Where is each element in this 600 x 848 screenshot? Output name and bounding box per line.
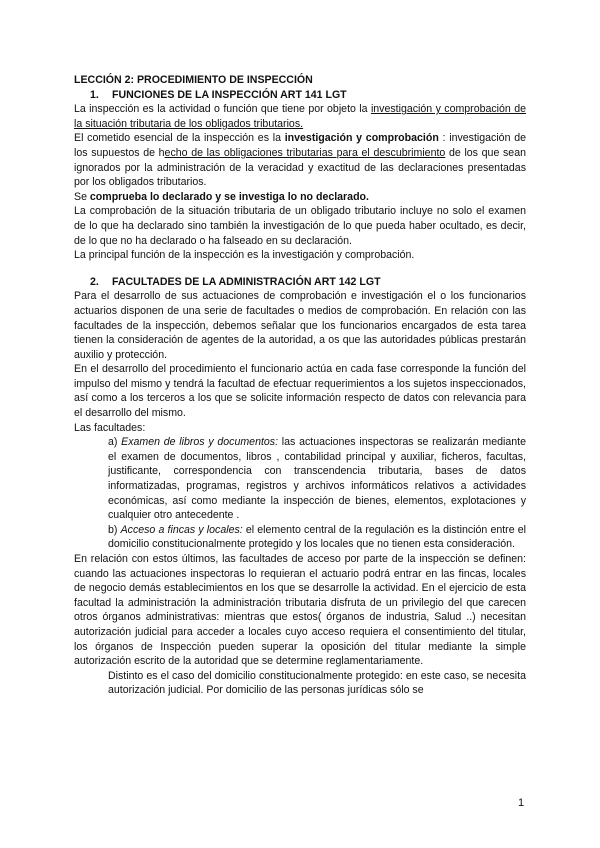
paragraph: En el desarrollo del procedimiento el funcionario actúa en cada fase corresponde la función del impulso del mismo y tendrá la facultad de efectuar requerimientos a los sujetos inspeccionados, así como a los terceros a los que se solicite información respecto de datos con relevancia para el desarrollo del mismo. — [74, 363, 526, 420]
list-marker: a) — [108, 436, 122, 449]
text-run: de los que sean ignorados por la administración de la veracidad y exactitud de las declaraciones presentadas por los obligados tributarios. — [74, 146, 526, 189]
section-2-number: 2. — [90, 275, 99, 288]
list-item-b — [108, 523, 526, 552]
text-run: : investigación de los supuestos de h — [74, 132, 526, 159]
italic-text: Acceso a fincas y locales: — [120, 523, 243, 536]
section-2-heading — [90, 275, 526, 290]
text-run: las actuaciones inspectoras se realizarán mediante el examen de documentos, libros , contabilidad principal y auxiliar, ficheros, facultas, justificante, correspondencia con transcendencia tributaria, bases de datos informatizadas, programas, registros y archivos informáticos relativos a actividades económicas, así como mediante la inspección de bienes, elementos, explotaciones y cualquier otro antecedente . — [108, 436, 527, 522]
page-content — [74, 73, 526, 698]
list-marker: b) — [108, 523, 121, 536]
text-run: La inspección es la actividad o función que tiene por objeto la — [74, 103, 371, 116]
paragraph: Distinto es el caso del domicilio constitucionalmente protegido: en este caso, se necesita autorización judicial. Por domicilio de las personas jurídicas sólo se — [108, 669, 526, 697]
text-run: el elemento central de la regulación es la distinción entre el domicilio constitucionalmente protegido y los locales que no tienen esta consideración. — [108, 523, 526, 551]
bold-text: investigación y comprobación — [284, 132, 439, 145]
paragraph — [74, 131, 526, 189]
paragraph — [74, 102, 526, 131]
lesson-title: LECCIÓN 2: PROCEDIMIENTO DE INSPECCIÓN — [74, 74, 313, 86]
paragraph: Las facultades: — [74, 421, 146, 434]
text-run: El cometido esencial de la inspección es la — [74, 132, 285, 145]
section-2-title: FACULTADES DE LA ADMINISTRACIÓN ART 142 LGT — [112, 275, 381, 288]
underlined-text: investigación y comprobación de la situación tributaria de los obligados tributarios. — [74, 103, 526, 130]
page-number: 1 — [518, 797, 525, 809]
italic-text: Examen de libros y documentos: — [121, 436, 279, 449]
underlined-text: echo de las obligaciones tributarias para el descubrimiento — [164, 146, 446, 159]
bold-text: comprueba lo declarado y se investiga lo no declarado. — [89, 190, 369, 203]
paragraph: En relación con estos últimos, las facultades de acceso por parte de la inspección se definen: cuando las actuaciones inspectoras lo requieran el actuario podrá entrar en las fincas, locales de negocio demás establecimientos en los que se desarrolle la actividad. En el ejercicio de esta facultad la administración la administración tributaria disfruta de un privilegio del que carecen otros órganos administrativas: mientras que estos( órganos de industria, Salud ..) necesitan autorización judicial para acceder a locales cuyo acceso requiera el consentimiento del titular, los órganos de Inspección pueden superar la oposición del titular mediante la simple autorización escrito de la autoridad que se determine reglamentariamente. — [74, 553, 526, 668]
paragraph: La comprobación de la situación tributaria de un obligado tributario incluye no solo el examen de lo que ha declarado sino también la investigación de lo que pueda haber ocultado, es decir, de lo que no ha declarado o ha falseado en su declaración. — [74, 205, 526, 247]
section-1-heading — [90, 88, 526, 103]
section-1-title: FUNCIONES DE LA INSPECCIÓN ART 141 LGT — [112, 88, 347, 101]
paragraph — [74, 190, 526, 205]
paragraph: La principal función de la inspección es la investigación y comprobación. — [74, 249, 415, 262]
list-item-a — [108, 435, 526, 523]
section-1-number: 1. — [90, 88, 99, 101]
text-run: Se — [74, 190, 90, 203]
paragraph: Para el desarrollo de sus actuaciones de comprobación e investigación el o los funcionarios actuarios disponen de una serie de facultades o medios de comprobación. En relación con las facultades de la inspección, debemos señalar que los funcionarios encargados de esta tarea tienen la consideración de agentes de la autoridad, a os que las autoridades públicas prestarán auxilio y protección. — [74, 290, 526, 361]
spacer — [74, 263, 526, 275]
